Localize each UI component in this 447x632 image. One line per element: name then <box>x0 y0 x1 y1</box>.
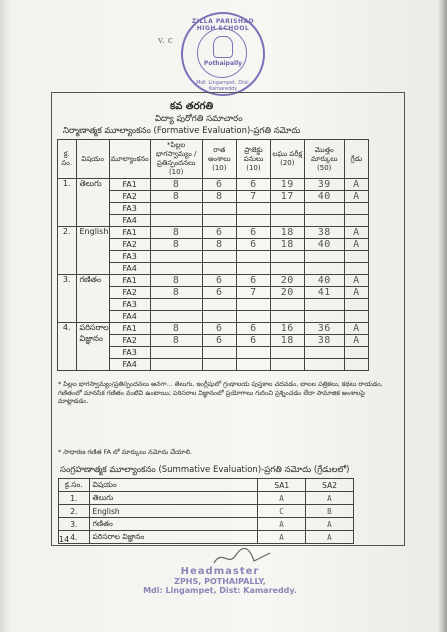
fa-table-row <box>58 323 369 335</box>
fa-cell-c1: 8 <box>150 275 202 287</box>
sa-cell-sa2: A <box>306 531 354 544</box>
fa-cell-c1 <box>150 215 202 227</box>
fa-cell-c3 <box>236 359 270 371</box>
fa-cell-c4 <box>270 299 304 311</box>
fa-cell-total <box>304 263 344 275</box>
page-number: 14 <box>59 535 70 544</box>
fa-cell-c3: 6 <box>236 179 270 191</box>
fa-cell-total <box>304 299 344 311</box>
fa-cell-grade: A <box>344 275 368 287</box>
fa-header-total: మొత్తం మార్కులు (50) <box>304 140 344 179</box>
fa-cell-grade <box>344 359 368 371</box>
fa-cell-sno: 3. <box>58 275 77 323</box>
fa-cell-subject: English <box>76 227 109 275</box>
fa-cell-grade: A <box>344 239 368 251</box>
fa-note-2: * సాధారణ గణిత FA లో మార్కులు నమోదు చేయాలి. <box>58 448 193 456</box>
fa-cell-fa: FA4 <box>109 359 150 371</box>
school-stamp <box>181 12 265 96</box>
fa-cell-total <box>304 347 344 359</box>
sa-cell-subject: తెలుగు <box>89 492 258 505</box>
fa-cell-c2 <box>202 251 236 263</box>
fa-cell-fa: FA4 <box>109 311 150 323</box>
sa-cell-subject: English <box>89 505 258 518</box>
fa-header-subject: విషయం <box>76 140 109 179</box>
fa-cell-c3 <box>236 299 270 311</box>
fa-cell-c4: 17 <box>270 191 304 203</box>
fa-cell-c1 <box>150 251 202 263</box>
fa-cell-fa: FA2 <box>109 191 150 203</box>
fa-table-row <box>58 179 369 191</box>
fa-cell-c1: 8 <box>150 323 202 335</box>
fa-cell-c4: 20 <box>270 275 304 287</box>
sa-cell-sa1: A <box>258 518 306 531</box>
fa-cell-c4 <box>270 311 304 323</box>
fa-cell-grade: A <box>344 335 368 347</box>
fa-cell-c1 <box>150 347 202 359</box>
fa-header-grade: గ్రేడు <box>344 140 368 179</box>
sa-cell-sno: 1. <box>59 492 90 505</box>
fa-cell-c4 <box>270 215 304 227</box>
fa-header-written: రాత అంశాలు (10) <box>202 140 236 179</box>
stamp-bottom-text: Mdl: Lingampet, Dist: Kamareddy <box>196 80 250 92</box>
sa-cell-subject: పరిసరాల విజ్ఞానం <box>89 531 258 544</box>
headmaster-title: Headmaster <box>180 566 260 577</box>
fa-cell-c2: 8 <box>202 191 236 203</box>
stamp-top-text: ZILLA PARISHAD HIGH SCHOOL <box>191 18 255 32</box>
fa-cell-subject: తెలుగు <box>76 179 109 227</box>
sa-header-sno: క్ర.సం. <box>59 479 90 492</box>
fa-cell-c1 <box>150 299 202 311</box>
fa-cell-c1 <box>150 311 202 323</box>
fa-cell-total: 40 <box>304 191 344 203</box>
fa-cell-grade: A <box>344 227 368 239</box>
fa-cell-fa: FA3 <box>109 299 150 311</box>
fa-cell-total: 36 <box>304 323 344 335</box>
sa-header-sa2: SA2 <box>306 479 354 492</box>
fa-header-evaluation: మూల్యాంకనం <box>109 140 150 179</box>
sa-cell-sa1: A <box>258 492 306 505</box>
fa-cell-total: 41 <box>304 287 344 299</box>
fa-cell-fa: FA2 <box>109 335 150 347</box>
fa-cell-grade: A <box>344 323 368 335</box>
fa-cell-c1 <box>150 203 202 215</box>
fa-cell-c3 <box>236 311 270 323</box>
sa-header-subject: విషయం <box>89 479 258 492</box>
fa-cell-grade <box>344 311 368 323</box>
fa-cell-c4 <box>270 347 304 359</box>
fa-cell-c3 <box>236 347 270 359</box>
fa-cell-total: 39 <box>304 179 344 191</box>
fa-cell-subject: పరిసరాల విజ్ఞానం <box>76 323 109 371</box>
fa-table-row <box>58 227 369 239</box>
fa-cell-c3 <box>236 215 270 227</box>
fa-cell-fa: FA2 <box>109 239 150 251</box>
fa-cell-c3: 7 <box>236 287 270 299</box>
fa-header-project: ప్రాజెక్టు పనులు (10) <box>236 140 270 179</box>
fa-cell-grade: A <box>344 179 368 191</box>
fa-cell-fa: FA1 <box>109 323 150 335</box>
fa-cell-c1: 8 <box>150 227 202 239</box>
fa-cell-fa: FA3 <box>109 347 150 359</box>
sa-cell-sno: 3. <box>59 518 90 531</box>
fa-cell-c1 <box>150 263 202 275</box>
fa-cell-grade: A <box>344 287 368 299</box>
grade-heading: కవ తరగతి <box>170 101 214 112</box>
fa-cell-sno: 1. <box>58 179 77 227</box>
stamp-emblem-icon <box>213 36 233 58</box>
fa-cell-c2: 6 <box>202 335 236 347</box>
progress-subtitle: విద్యా పురోగతి సమాచారం <box>155 114 243 124</box>
fa-cell-c3: 7 <box>236 191 270 203</box>
fa-cell-fa: FA1 <box>109 179 150 191</box>
fa-cell-total: 38 <box>304 227 344 239</box>
fa-cell-total: 40 <box>304 275 344 287</box>
formative-evaluation-table <box>57 139 369 371</box>
sa-cell-sa1: C <box>258 505 306 518</box>
fa-cell-c2 <box>202 359 236 371</box>
fa-cell-grade: A <box>344 191 368 203</box>
fa-cell-c3: 6 <box>236 335 270 347</box>
fa-cell-c2 <box>202 263 236 275</box>
sa-cell-sa2: A <box>306 518 354 531</box>
fa-cell-c3: 6 <box>236 239 270 251</box>
fa-cell-total <box>304 359 344 371</box>
fa-header-test: లఘు పరీక్ష (20) <box>270 140 304 179</box>
fa-cell-c1: 8 <box>150 239 202 251</box>
sa-cell-sno: 4. <box>59 531 90 544</box>
fa-cell-grade <box>344 299 368 311</box>
sa-table-row <box>59 531 354 544</box>
fa-cell-total: 38 <box>304 335 344 347</box>
fa-cell-c4: 20 <box>270 287 304 299</box>
sa-table-row <box>59 505 354 518</box>
fa-cell-c2 <box>202 311 236 323</box>
fa-cell-c4 <box>270 359 304 371</box>
fa-cell-c2 <box>202 215 236 227</box>
margin-mark: v. c <box>158 36 173 46</box>
fa-cell-c1: 8 <box>150 335 202 347</box>
fa-cell-c2 <box>202 203 236 215</box>
fa-cell-fa: FA1 <box>109 227 150 239</box>
fa-cell-fa: FA1 <box>109 275 150 287</box>
sa-cell-sa2: A <box>306 492 354 505</box>
fa-cell-fa: FA4 <box>109 263 150 275</box>
fa-header-row <box>58 140 369 179</box>
fa-cell-fa: FA3 <box>109 203 150 215</box>
fa-cell-c3 <box>236 263 270 275</box>
fa-cell-grade <box>344 263 368 275</box>
fa-cell-c2: 6 <box>202 275 236 287</box>
sa-cell-subject: గణితం <box>89 518 258 531</box>
fa-cell-c4 <box>270 251 304 263</box>
sa-table-row <box>59 518 354 531</box>
fa-cell-c4: 19 <box>270 179 304 191</box>
fa-cell-c1: 8 <box>150 191 202 203</box>
fa-cell-total <box>304 203 344 215</box>
fa-cell-grade <box>344 251 368 263</box>
fa-cell-c3: 6 <box>236 323 270 335</box>
fa-cell-fa: FA4 <box>109 215 150 227</box>
fa-cell-c1 <box>150 359 202 371</box>
fa-cell-c2: 8 <box>202 239 236 251</box>
sa-section-title: సంగ్రహణాత్మక మూల్యాంకనం (Summative Evaluation)-ప్రగతి నమోదు (గ్రేడులలో) <box>60 465 350 475</box>
fa-cell-c4: 18 <box>270 227 304 239</box>
fa-section-title: నిర్మాణాత్మక మూల్యాంకనం (Formative Evaluation)-ప్రగతి నమోదు <box>63 126 301 136</box>
fa-cell-c3: 6 <box>236 275 270 287</box>
summative-evaluation-table <box>58 478 354 544</box>
fa-cell-grade <box>344 347 368 359</box>
sa-cell-sa1: A <box>258 531 306 544</box>
fa-cell-c4: 18 <box>270 239 304 251</box>
headmaster-stamp <box>140 567 300 596</box>
sa-cell-sno: 2. <box>59 505 90 518</box>
fa-cell-grade <box>344 203 368 215</box>
fa-cell-c3: 6 <box>236 227 270 239</box>
fa-cell-sno: 2. <box>58 227 77 275</box>
fa-header-sno: క్ర. సం. <box>58 140 77 179</box>
fa-note-1: * పిల్లల భాగస్వామ్యం/ప్రతిస్పందనలు అనగా... తెలుగు, ఇంగ్లీషులో గ్రంథాలయ పుస్తకాల చదవడం, బాలల పత్రికలు, కథలు రాయడం, గణితంలో మానసిక గణితం వంటివి ఉంటాయి; పరిసరాల విజ్ఞానంలో ప్రయోగాలు గురించి ప్రశ్నించడం లేదా సామాజిక అంశాలపై మాట్లాడడం. <box>58 380 383 405</box>
stamp-middle-text: Pothaipally <box>203 60 243 67</box>
fa-cell-c2 <box>202 299 236 311</box>
fa-cell-sno: 4. <box>58 323 77 371</box>
sa-table-row <box>59 492 354 505</box>
fa-cell-total <box>304 215 344 227</box>
fa-cell-c3 <box>236 203 270 215</box>
fa-cell-c2 <box>202 347 236 359</box>
sa-cell-sa2: B <box>306 505 354 518</box>
fa-cell-c2: 6 <box>202 323 236 335</box>
fa-cell-fa: FA2 <box>109 287 150 299</box>
fa-cell-grade <box>344 215 368 227</box>
fa-cell-c4: 16 <box>270 323 304 335</box>
fa-cell-total: 40 <box>304 239 344 251</box>
page-edge-shadow <box>439 0 447 632</box>
fa-cell-c4 <box>270 263 304 275</box>
fa-cell-c3 <box>236 251 270 263</box>
fa-cell-c2: 6 <box>202 287 236 299</box>
fa-cell-c2: 6 <box>202 179 236 191</box>
fa-table-row <box>58 275 369 287</box>
fa-cell-total <box>304 251 344 263</box>
fa-cell-c4: 18 <box>270 335 304 347</box>
headmaster-address: Mdl: Lingampet, Dist: Kamareddy. <box>143 586 297 595</box>
fa-header-participation: *పిల్లల భాగస్వామ్యం / ప్రతిస్పందనలు (10) <box>150 140 202 179</box>
sa-header-sa1: SA1 <box>258 479 306 492</box>
fa-cell-total <box>304 311 344 323</box>
fa-cell-fa: FA3 <box>109 251 150 263</box>
fa-cell-c2: 6 <box>202 227 236 239</box>
headmaster-school: ZPHS, POTHAIPALLY, <box>174 576 266 586</box>
fa-cell-c1: 8 <box>150 179 202 191</box>
fa-cell-c4 <box>270 203 304 215</box>
sa-header-row <box>59 479 354 492</box>
fa-cell-c1: 8 <box>150 287 202 299</box>
fa-cell-subject: గణితం <box>76 275 109 323</box>
